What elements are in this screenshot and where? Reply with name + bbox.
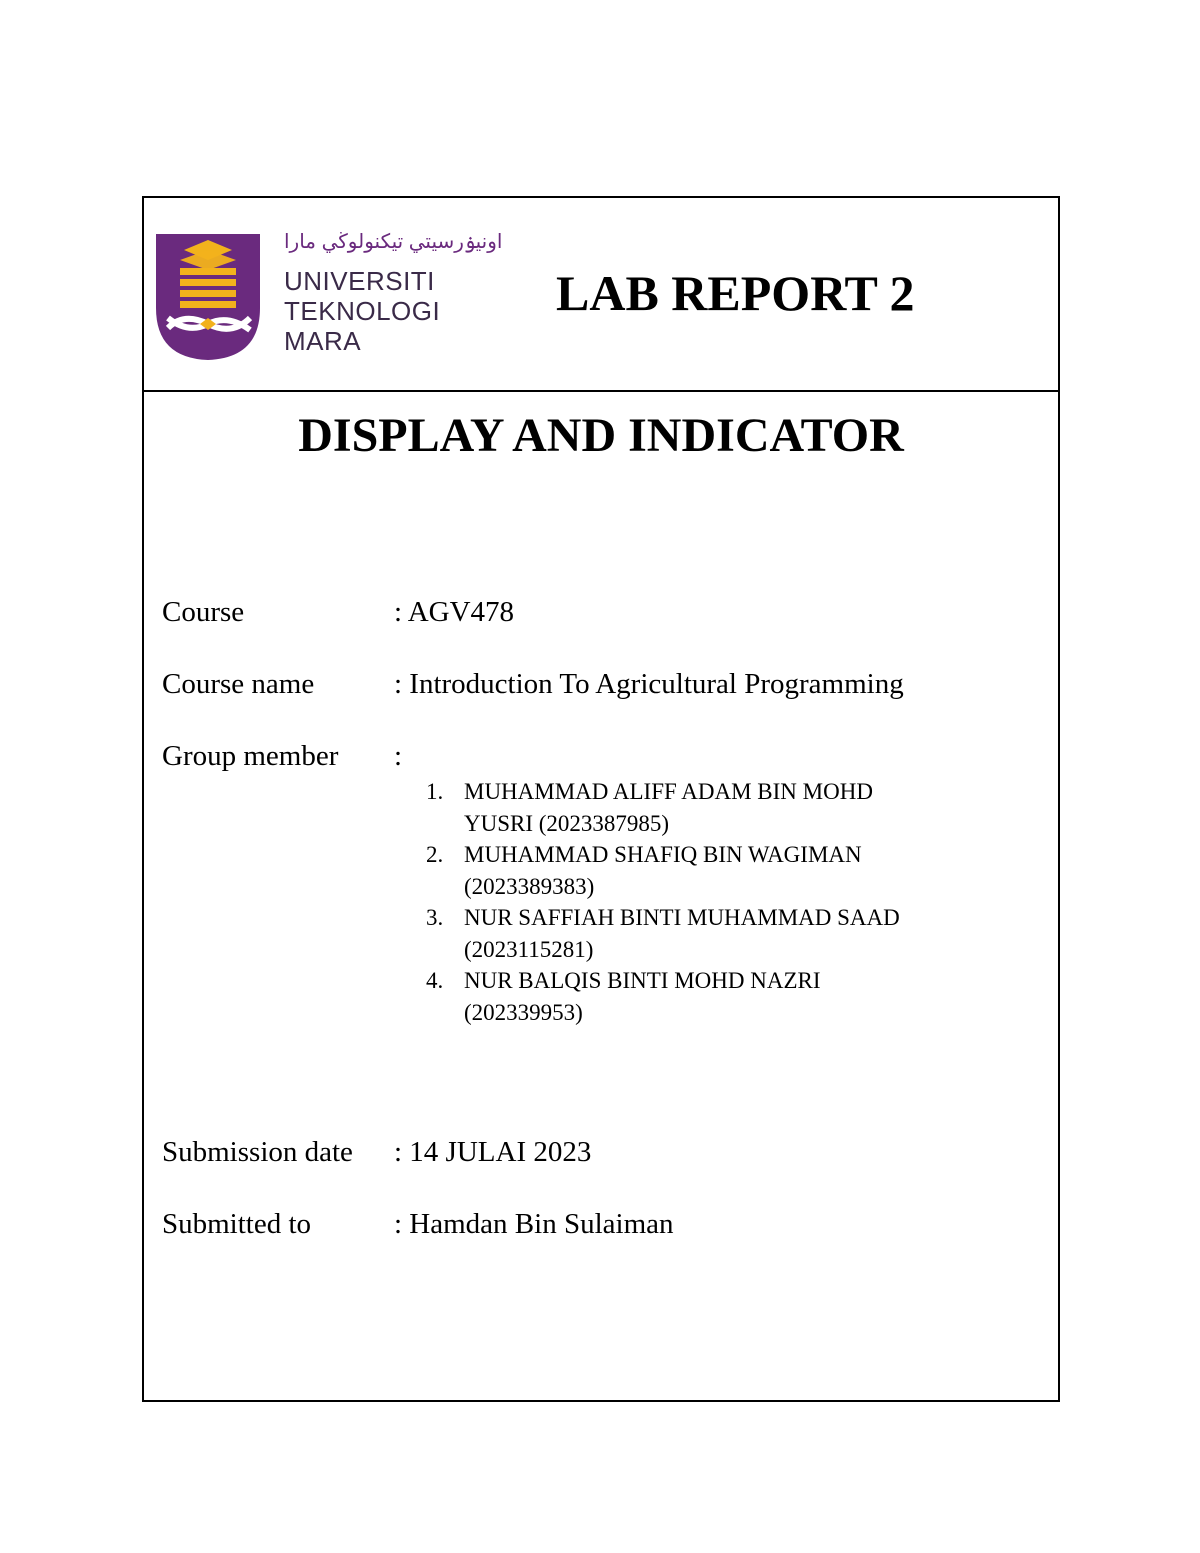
member-name: NUR SAFFIAH BINTI MUHAMMAD SAAD: [464, 905, 900, 930]
cover-frame: [142, 196, 1060, 1402]
list-item: [426, 902, 900, 965]
list-item: [426, 776, 900, 839]
group-member-colon: :: [394, 740, 403, 772]
course-name-value: : Introduction To Agricultural Programming: [394, 668, 904, 700]
university-logo: [154, 230, 503, 366]
logo-line-3: MARA: [284, 326, 362, 356]
course-label: Course: [162, 596, 245, 628]
list-item: [426, 965, 900, 1028]
member-name: MUHAMMAD ALIFF ADAM BIN MOHD: [464, 779, 873, 804]
group-member-label: Group member: [162, 740, 339, 772]
list-number: 1.: [426, 779, 444, 804]
logo-line-2: TEKNOLOGI: [284, 296, 441, 326]
list-number: 2.: [426, 842, 444, 867]
submission-date-label: Submission date: [162, 1136, 353, 1168]
course-value: : AGV478: [394, 596, 515, 628]
member-id: (202339953): [464, 999, 583, 1025]
member-id: (2023115281): [464, 936, 594, 962]
report-title: DISPLAY AND INDICATOR: [298, 409, 904, 462]
header-divider: [144, 390, 1058, 392]
course-name-label: Course name: [162, 668, 315, 700]
member-name: NUR BALQIS BINTI MOHD NAZRI: [464, 968, 821, 993]
group-member-list: [426, 776, 900, 1028]
submitted-to-value: : Hamdan Bin Sulaiman: [394, 1208, 674, 1240]
member-id: YUSRI (2023387985): [464, 810, 670, 836]
submitted-to-label: Submitted to: [162, 1208, 312, 1240]
logo-wordmark: [284, 231, 503, 356]
member-name: MUHAMMAD SHAFIQ BIN WAGIMAN: [464, 842, 862, 867]
member-id: (2023389383): [464, 873, 595, 899]
list-number: 3.: [426, 905, 444, 930]
crest-icon: [154, 230, 264, 362]
list-number: 4.: [426, 968, 444, 993]
lab-report-title: LAB REPORT 2: [556, 265, 915, 321]
logo-jawi: اونيۏرسيتي تيكنولوڬي مارا: [284, 231, 503, 253]
logo-line-1: UNIVERSITI: [284, 266, 435, 296]
submission-date-value: : 14 JULAI 2023: [394, 1136, 592, 1168]
list-item: [426, 839, 900, 902]
